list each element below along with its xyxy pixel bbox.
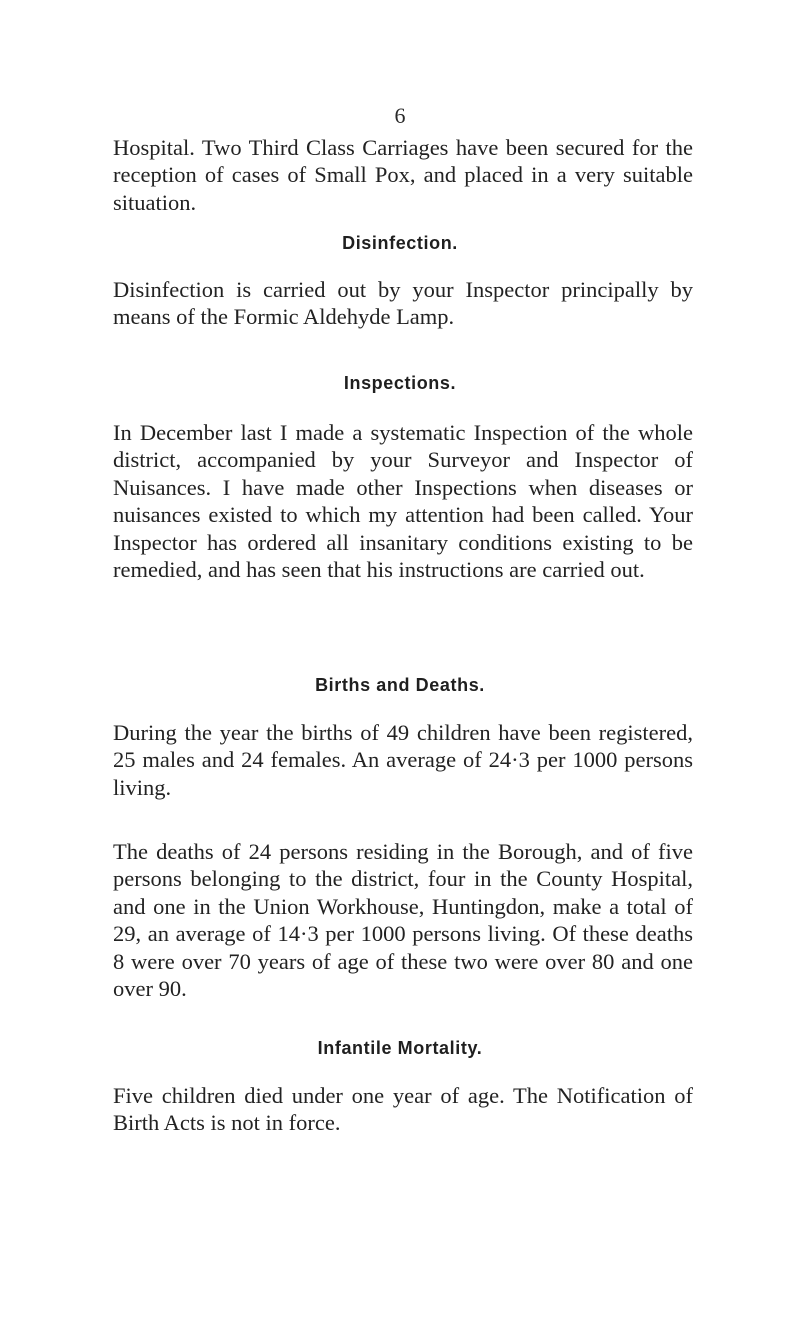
births-paragraph: During the year the births of 49 children have been registered, 25 males and 24 females. An average of 24·3 per 1000 persons living.	[113, 720, 693, 800]
deaths-paragraph: The deaths of 24 persons residing in the Borough, and of five persons belonging to the district, four in the County Hospital, and one in the Union Workhouse, Huntingdon, make a total of 29, an average of 14·3 per 1000 persons living. Of these deaths 8 were over 70 years of age of these two were over 80 and one over 90.	[113, 839, 693, 1002]
page-number: 6	[394, 103, 406, 128]
inspections-paragraph: In December last I made a systematic Inspection of the whole district, accompanied by your Surveyor and Inspector of Nuisances. I have made other Inspections when diseases or nuisances existed to which my attention had been called. Your Inspector has ordered all insanitary conditions existing to be remedied, and has seen that his instructions are carried out.	[113, 420, 693, 583]
births-deaths-heading: Births and Deaths.	[315, 675, 485, 695]
infantile-paragraph: Five children died under one year of age. The Notification of Birth Acts is not in force.	[113, 1083, 693, 1136]
disinfection-paragraph: Disinfection is carried out by your Inspector principally by means of the Formic Aldehyde Lamp.	[113, 277, 693, 330]
intro-paragraph: Hospital. Two Third Class Carriages have been secured for the reception of cases of Small Pox, and placed in a very suitable situation.	[113, 135, 693, 215]
infantile-mortality-heading: Infantile Mortality.	[317, 1038, 483, 1058]
disinfection-heading: Disinfection.	[342, 233, 458, 253]
inspections-heading: Inspections.	[343, 373, 457, 393]
